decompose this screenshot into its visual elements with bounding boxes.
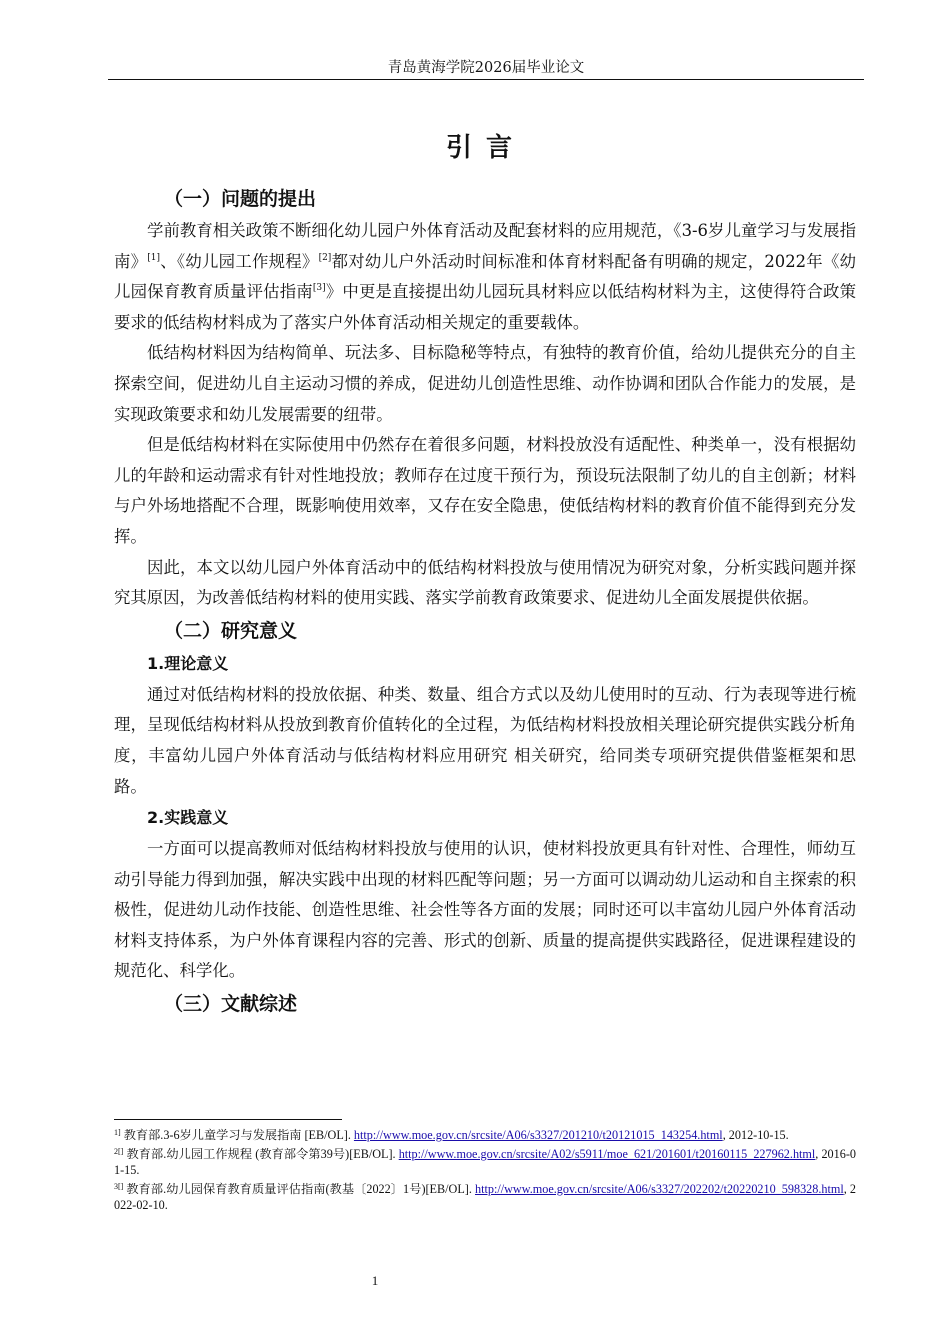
paragraph: 通过对低结构材料的投放依据、种类、数量、组合方式以及幼儿使用时的互动、行为表现等进行梳理，呈现低结构材料从投放到教育价值转化的全过程，为低结构材料投放相关理论研究提供实践分析角度，丰富幼儿园户外体育活动与低结构材料应用研究 相关研究，给同类专项研究提供借鉴框架和思路。 [114,684,856,796]
footnote-1: $^{1]}$ 教育部.3-6岁儿童学习与发展指南 [EB/OL]. http://www.moe.gov.cn/srcsite/A06/s3327/201210/t20121015_143254.html, 2012-10-15. [114,1128,789,1142]
header-rule [108,79,864,80]
footnote-link[interactable]: http://www.moe.gov.cn/srcsite/A06/s3327/202202/t20220210_598328.html [474,1181,844,1196]
paragraph: 低结构材料因为结构简单、玩法多、目标隐秘等特点，有独特的教育价值，给幼儿提供充分的自主探索空间，促进幼儿自主运动习惯的养成，促进幼儿创造性思维、动作协调和团队合作能力的发展，是实现政策要求和幼儿发展需要的纽带。 [114,343,856,424]
section-heading-problem: （一）问题的提出 [164,188,317,210]
paragraph: 一方面可以提高教师对低结构材料投放与使用的认识，使材料投放更具有针对性、合理性，师幼互动引导能力得到加强，解决实践中出现的材料匹配等问题；另一方面可以调动幼儿运动和自主探索的积极性，促进幼儿动作技能、创造性思维、社会性等各方面的发展；同时还可以丰富幼儿园户外体育活动材料支持体系，为户外体育课程内容的完善、形式的创新、质量的提高提供实践路径，促进课程建设的规范化、科学化。 [114,839,856,981]
citation-ref[interactable]: [1] [147,252,161,263]
body-content [114,182,856,1021]
subsection-heading-practice: 2.实践意义 [147,808,229,828]
subsection-heading-theory: 1.理论意义 [147,653,229,673]
footnotes [114,1127,856,1216]
section-heading-literature: （三）文献综述 [164,993,298,1016]
paragraph: 但是低结构材料在实际使用中仍然存在着很多问题，材料投放没有适配性、种类单一，没有根据幼儿的年龄和运动需求有针对性地投放；教师存在过度干预行为，预设玩法限制了幼儿的自主创新；材料与户外场地搭配不合理，既影响使用效率，又存在安全隐患，使低结构材料的教育价值不能得到充分发挥。 [114,435,856,546]
footnote-separator [114,1119,342,1120]
footnote-3: $^{3[]}$ 教育部.幼儿园保育教育质量评估指南(教基〔2022〕1号)[EB/OL]. http://www.moe.gov.cn/srcsite/A06/s3327/202202/t20220210_598328.html, 2022-02-10. [114,1181,856,1212]
footnote-2: $^{2[]}$ 教育部.幼儿园工作规程 (教育部令第39号)[EB/OL]. http://www.moe.gov.cn/srcsite/A02/s5911/moe_621/201601/t20160115_227962.html, 2016-01-15. [114,1146,856,1177]
citation-ref[interactable]: [3] [312,283,326,294]
paragraph: 学前教育相关政策不断细化幼儿园户外体育活动及配套材料的应用规范，《3-6岁儿童学习与发展指南》[1]、《幼儿园工作规程》[2]都对幼儿户外活动时间标准和体育材料配备有明确的规定，2022年《幼儿园保育教育质量评估指南[3]》中更是直接提出幼儿园玩具材料应以低结构材料为主，这使得符合政策要求的低结构材料成为了落实户外体育活动相关规定的重要载体。 [114,221,857,332]
citation-ref[interactable]: [2] [318,252,332,263]
paragraph: 因此，本文以幼儿园户外体育活动中的低结构材料投放与使用情况为研究对象，分析实践问题并探究其原因，为改善低结构材料的使用实践、落实学前教育政策要求、促进幼儿全面发展提供依据。 [114,557,856,608]
section-heading-significance: （二）研究意义 [164,619,298,642]
footnote-link[interactable]: http://www.moe.gov.cn/srcsite/A06/s3327/201210/t20121015_143254.html [353,1128,723,1142]
footnote-link[interactable]: http://www.moe.gov.cn/srcsite/A02/s5911/moe_621/201601/t20160115_227962.html [398,1146,816,1161]
chapter-title: 引言 [445,133,526,163]
page-number: 1 [371,1273,379,1288]
running-header: 青岛黄海学院2026届毕业论文 [387,60,585,76]
